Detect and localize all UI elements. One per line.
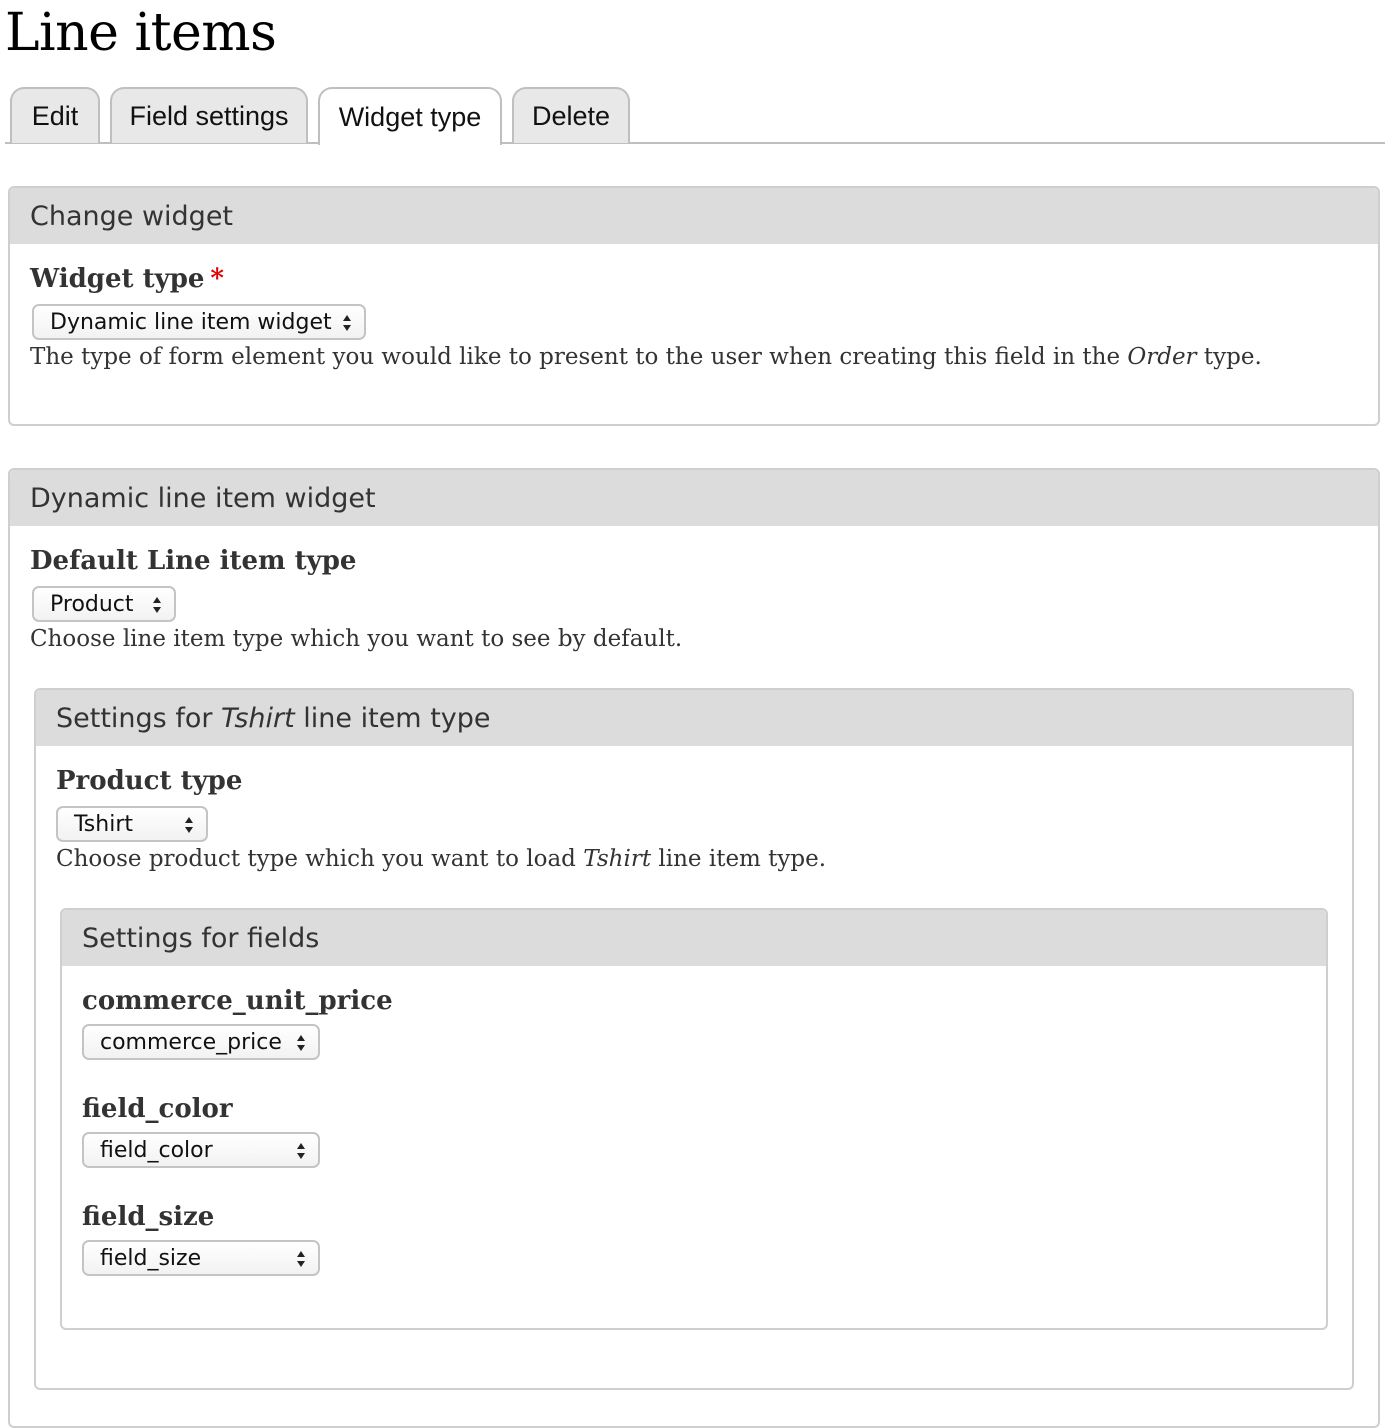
dynamic-widget-fieldset [8, 468, 1380, 1428]
field-select-commerce-unit-price[interactable] [82, 1024, 320, 1060]
field-select-commerce-unit-price-value: commerce_price [100, 1029, 282, 1055]
product-type-description-before: Choose product type which you want to load [56, 846, 584, 872]
widget-type-label [30, 264, 224, 294]
change-widget-fieldset [8, 186, 1380, 426]
tshirt-settings-fieldset [34, 688, 1354, 1390]
tab-widget-type-label: Widget type [338, 101, 482, 132]
tshirt-settings-legend-before: Settings for [56, 702, 222, 734]
select-arrows-icon [342, 312, 352, 334]
select-arrows-icon [184, 814, 194, 836]
field-label-field-color: field_color [82, 1094, 233, 1124]
product-type-select[interactable] [56, 806, 208, 842]
tshirt-settings-legend-entity: Tshirt [221, 702, 295, 734]
field-select-field-size-value: field_size [100, 1245, 202, 1271]
select-arrows-icon [296, 1140, 306, 1162]
fields-settings-legend [62, 910, 1326, 966]
product-type-description [56, 846, 826, 872]
change-widget-legend-text: Change widget [30, 200, 234, 232]
tshirt-settings-legend [36, 690, 1352, 746]
tab-widget-type[interactable] [318, 87, 502, 145]
product-type-value: Tshirt [74, 811, 133, 837]
tab-field-settings-label: Field settings [129, 100, 289, 131]
product-type-description-after: line item type. [651, 846, 827, 872]
change-widget-legend [10, 188, 1378, 244]
widget-type-description [30, 344, 1262, 370]
default-line-item-type-value: Product [50, 591, 134, 617]
fields-settings-legend-text: Settings for fields [82, 922, 320, 954]
product-type-label [56, 766, 242, 796]
tab-edit-label: Edit [31, 100, 79, 131]
widget-type-description-before: The type of form element you would like to present to the user when creating this field in the [30, 344, 1128, 370]
field-select-field-color[interactable] [82, 1132, 320, 1168]
select-arrows-icon [296, 1032, 306, 1054]
page-title: Line items [5, 3, 277, 63]
widget-type-select-value: Dynamic line item widget [50, 309, 332, 335]
product-type-description-entity: Tshirt [583, 846, 652, 872]
select-arrows-icon [152, 594, 162, 616]
tshirt-settings-legend-after: line item type [294, 702, 491, 734]
widget-type-description-entity: Order [1127, 344, 1197, 370]
default-line-item-type-select[interactable] [32, 586, 176, 622]
dynamic-widget-legend [10, 470, 1378, 526]
default-line-item-type-label [30, 546, 356, 576]
fields-settings-fieldset [60, 908, 1328, 1330]
tab-delete[interactable] [512, 87, 630, 143]
select-arrows-icon [296, 1248, 306, 1270]
tab-edit[interactable] [10, 87, 100, 143]
field-label-field-size: field_size [82, 1202, 215, 1232]
field-label-commerce-unit-price: commerce_unit_price [82, 986, 393, 1016]
dynamic-widget-legend-text: Dynamic line item widget [30, 482, 376, 514]
tab-delete-label: Delete [531, 100, 611, 131]
tab-bar [5, 87, 1385, 144]
field-select-field-color-value: field_color [100, 1137, 213, 1163]
field-select-field-size[interactable] [82, 1240, 320, 1276]
tab-field-settings[interactable] [110, 87, 308, 143]
default-line-item-type-description: Choose line item type which you want to see by default. [30, 626, 683, 652]
widget-type-description-after: type. [1196, 344, 1262, 370]
product-type-label-text: Product type [56, 766, 243, 796]
widget-type-label-text: Widget type [30, 264, 205, 294]
required-marker: * [210, 264, 225, 294]
widget-type-select[interactable] [32, 304, 366, 340]
default-line-item-type-label-text: Default Line item type [30, 546, 357, 576]
